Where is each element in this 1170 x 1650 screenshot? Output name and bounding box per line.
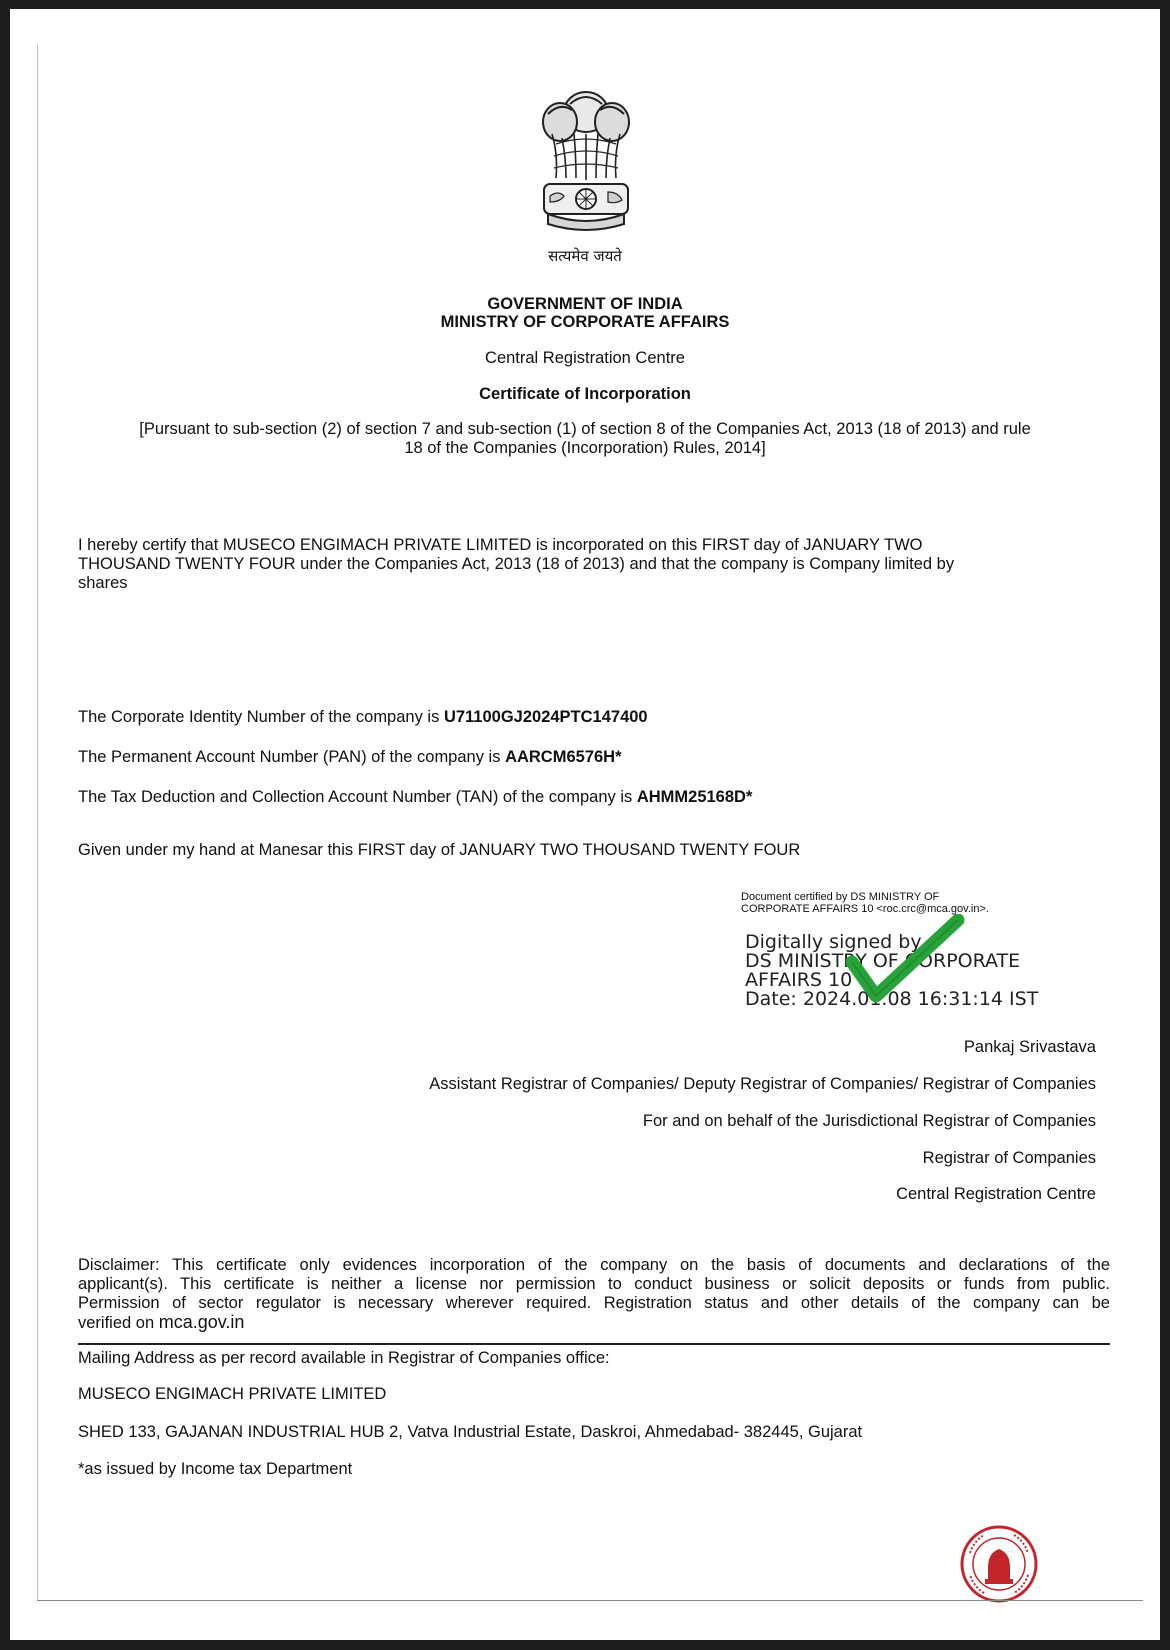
digital-signed-line-3: AFFAIRS 10 [745,969,853,991]
given-under-hand: Given under my hand at Manesar this FIRST day of JANUARY TWO THOUSAND TWENTY FOUR [78,841,801,859]
registrar-seal-icon [958,1523,1040,1605]
registrar-centre: Central Registration Centre [896,1185,1096,1203]
tan-row [78,788,752,807]
digital-signed-line-1: Digitally signed by [745,931,922,953]
emblem-motto: सत्यमेव जयते [548,247,622,265]
cin-label: The Corporate Identity Number of the company is [78,708,444,726]
header-government: GOVERNMENT OF INDIA [487,295,683,313]
cin-row [78,708,648,727]
disclaimer-line-1: Disclaimer: This certificate only evidences incorporation of the company on the basis of documents and declarations of the [78,1256,1110,1274]
income-tax-footnote: *as issued by Income tax Department [78,1460,353,1478]
page-border-bottom [37,1600,1143,1601]
digital-signed-date: Date: 2024.01.08 16:31:14 IST [745,988,1039,1010]
pan-label: The Permanent Account Number (PAN) of the company is [78,748,506,766]
registrar-name: Pankaj Srivastava [963,1038,1096,1056]
cin-value: U71100GJ2024PTC147400 [443,708,648,726]
header-ministry: MINISTRY OF CORPORATE AFFAIRS [440,313,730,331]
registrar-designation: Assistant Registrar of Companies/ Deputy Registrar of Companies/ Registrar of Companies [429,1075,1096,1093]
page-border-left [37,45,38,1601]
pan-value: AARCM6576H* [505,748,622,766]
cert-line-2: CORPORATE AFFAIRS 10 <roc.crc@mca.gov.in>. [741,903,989,915]
certify-line-1: I hereby certify that MUSECO ENGIMACH PRIVATE LIMITED is incorporated on this FIRST day of JANUARY TWO [78,536,923,554]
digital-signed-line-2: DS MINISTRY OF CORPORATE [745,950,1021,972]
registrar-behalf: For and on behalf of the Jurisdictional Registrar of Companies [642,1112,1096,1130]
signature-verified-check-icon [846,914,966,1009]
header-office: Central Registration Centre [485,349,685,367]
disclaimer-line-4 [78,1313,244,1333]
mailing-heading: Mailing Address as per record available in Registrar of Companies office: [78,1349,610,1367]
disclaimer-divider [78,1343,1110,1345]
mca-link[interactable]: mca.gov.in [158,1312,245,1332]
certificate-title: Certificate of Incorporation [479,385,691,403]
state-emblem-icon [530,84,642,244]
pan-row [78,748,622,767]
disclaimer-line-3: Permission of sector regulator is necessary wherever required. Registration status and other details of the company can be [78,1294,1110,1312]
mailing-address: SHED 133, GAJANAN INDUSTRIAL HUB 2, Vatva Industrial Estate, Daskroi, Ahmedabad- 382445, Gujarat [78,1423,863,1441]
certificate-page [10,9,1160,1640]
pursuant-line-1: [Pursuant to sub-section (2) of section 7 and sub-section (1) of section 8 of the Companies Act, 2013 (18 of 2013) and rule [139,420,1031,438]
certify-line-2: THOUSAND TWENTY FOUR under the Companies Act, 2013 (18 of 2013) and that the company is Company limited by [78,555,955,573]
mailing-company: MUSECO ENGIMACH PRIVATE LIMITED [78,1385,387,1403]
disclaimer-line-2: applicant(s). This certificate is neither a license nor permission to conduct business or solicit deposits or funds from public. [78,1275,1110,1293]
disclaimer-verify-prefix: verified on [78,1314,159,1332]
registrar-roc: Registrar of Companies [922,1149,1096,1167]
cert-line-1: Document certified by DS MINISTRY OF [741,891,940,903]
pursuant-line-2: 18 of the Companies (Incorporation) Rules, 2014] [404,439,766,457]
tan-value: AHMM25168D* [636,788,753,806]
tan-label: The Tax Deduction and Collection Account Number (TAN) of the company is [78,788,637,806]
certify-line-3: shares [78,574,128,592]
